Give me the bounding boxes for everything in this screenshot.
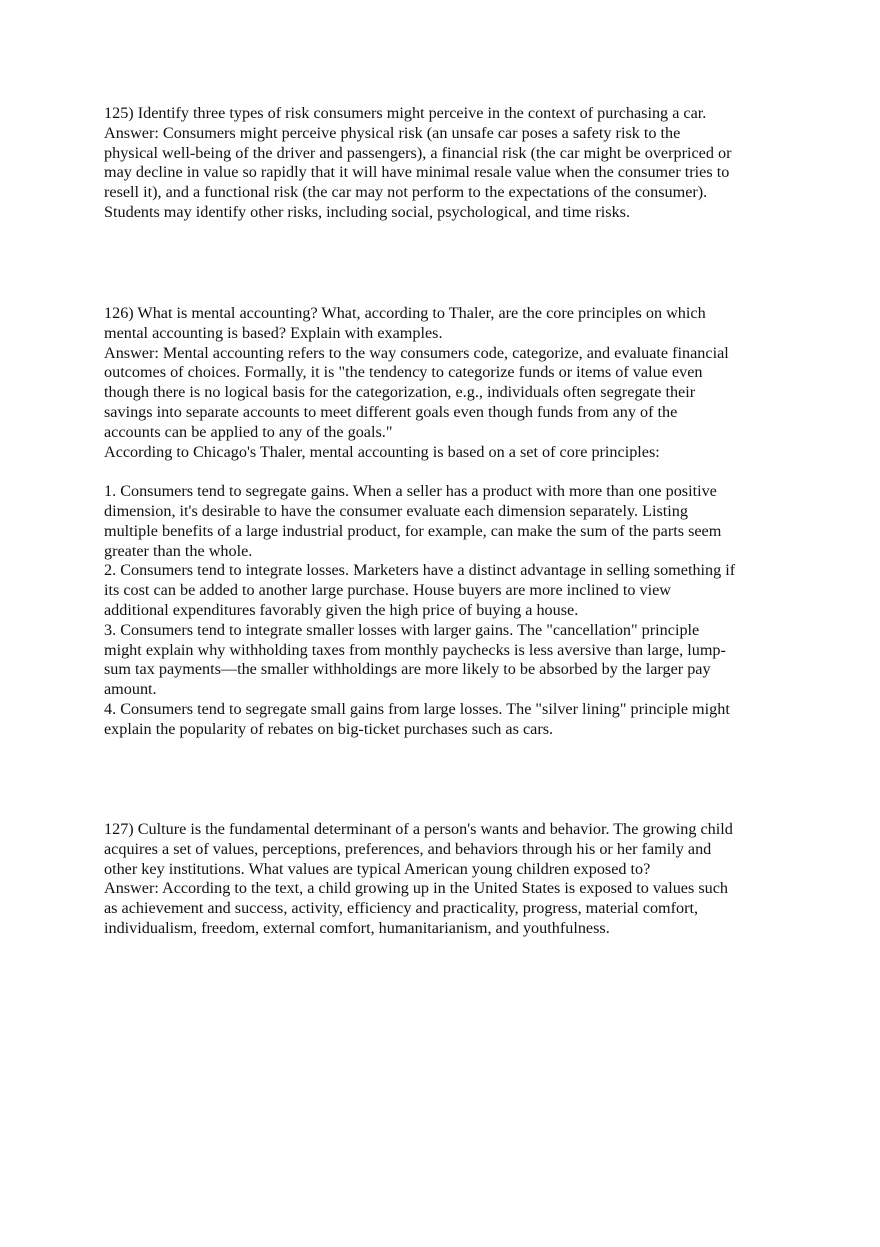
text-line: additional expenditures favorably given the high price of buying a house. [104, 600, 579, 619]
text-line: Answer: According to the text, a child growing up in the United States is exposed to values such [104, 879, 729, 898]
question-127 [104, 820, 794, 939]
text-line: other key institutions. What values are typical American young children exposed to? [104, 859, 651, 878]
text-line: 4. Consumers tend to segregate small gains from large losses. The "silver lining" principle might [104, 699, 730, 718]
text-line: sum tax payments—the smaller withholdings are more likely to be absorbed by the larger pay [104, 660, 711, 679]
text-line: greater than the whole. [104, 541, 253, 560]
text-line: individualism, freedom, external comfort, humanitarianism, and youthfulness. [104, 918, 610, 937]
text-line: dimension, it's desirable to have the consumer evaluate each dimension separately. Listing [104, 501, 688, 520]
text-line: Answer: Consumers might perceive physical risk (an unsafe car poses a safety risk to the [104, 123, 681, 142]
text-line: mental accounting is based? Explain with examples. [104, 323, 443, 342]
text-line: 2. Consumers tend to integrate losses. Marketers have a distinct advantage in selling something if [104, 561, 736, 580]
text-line: 1. Consumers tend to segregate gains. When a seller has a product with more than one positive [104, 482, 717, 501]
question-text-line: 125) Identify three types of risk consumers might perceive in the context of purchasing a car. [104, 104, 707, 122]
text-line: outcomes of choices. Formally, it is "the tendency to categorize funds or items of value even [104, 363, 703, 382]
text-line: resell it), and a functional risk (the car may not perform to the expectations of the consumer). [104, 183, 708, 202]
text-line: amount. [104, 680, 157, 699]
text-line: its cost can be added to another large purchase. House buyers are more inclined to view [104, 581, 671, 600]
text-line: may decline in value so rapidly that it will have minimal resale value when the consumer tries to [104, 163, 730, 182]
question-text-line: 127) Culture is the fundamental determinant of a person's wants and behavior. The growing child [104, 820, 733, 838]
question-125 [104, 104, 794, 223]
text-line: savings into separate accounts to meet different goals even though funds from any of the [104, 402, 678, 421]
blank-line [104, 462, 794, 482]
text-line: accounts can be applied to any of the goals." [104, 422, 393, 441]
text-line: might explain why withholding taxes from monthly paychecks is less aversive than large, lump- [104, 640, 726, 659]
text-line: physical well-being of the driver and passengers), a financial risk (the car might be overpriced or [104, 143, 732, 162]
text-line: as achievement and success, activity, efficiency and practicality, progress, material comfort, [104, 899, 699, 918]
text-line: Students may identify other risks, including social, psychological, and time risks. [104, 202, 631, 221]
text-line: Answer: Mental accounting refers to the way consumers code, categorize, and evaluate financial [104, 343, 729, 362]
text-line: 3. Consumers tend to integrate smaller losses with larger gains. The "cancellation" principle [104, 620, 700, 639]
question-126 [104, 304, 794, 740]
question-text-line: 126) What is mental accounting? What, according to Thaler, are the core principles on which [104, 304, 706, 322]
text-line: multiple benefits of a large industrial product, for example, can make the sum of the parts seem [104, 521, 722, 540]
text-line: acquires a set of values, perceptions, preferences, and behaviors through his or her family and [104, 839, 712, 858]
text-line: explain the popularity of rebates on big-ticket purchases such as cars. [104, 719, 554, 738]
text-line: though there is no logical basis for the categorization, e.g., individuals often segregate their [104, 383, 696, 402]
text-line: According to Chicago's Thaler, mental accounting is based on a set of core principles: [104, 442, 660, 461]
